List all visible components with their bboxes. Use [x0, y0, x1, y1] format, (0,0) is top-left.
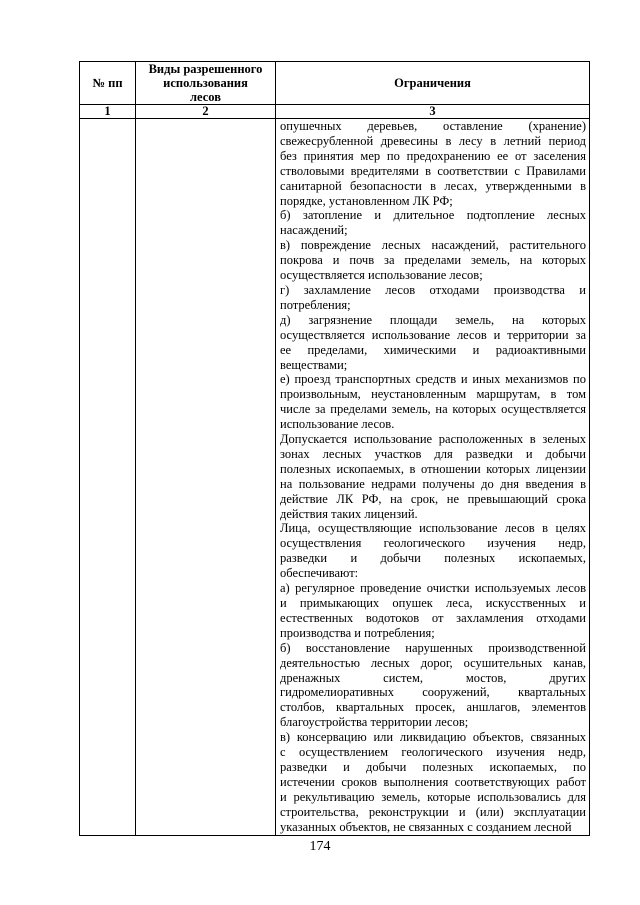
text-line: осуществляется использование лесов и территории за [280, 327, 586, 342]
text-line: насаждений; [280, 223, 348, 238]
restriction-paragraph [280, 208, 586, 238]
text-line: естественных водотоков от захламления отходами [280, 610, 586, 625]
header-usage-line: Виды разрешенного [148, 62, 263, 76]
table-header-row [80, 62, 590, 105]
header-usage-types [136, 62, 276, 105]
text-line: произвольным, неустановленным маршрутам, в том [280, 387, 586, 402]
restriction-paragraph [280, 641, 586, 730]
text-line: в) консервацию или ликвидацию объектов, связанных [280, 730, 586, 745]
text-line: свежесрубленной древесины в лесу в летний период [280, 133, 586, 148]
text-line: и примыкающих опушек леса, искусственных и [280, 596, 586, 610]
text-line: б) восстановление нарушенных производственной [280, 640, 586, 655]
text-line: разведки и добычи полезных ископаемых, по [280, 759, 586, 774]
text-line: на пользование недрами получены до дня введения в [280, 476, 586, 491]
text-line: осуществления геологического изучения недр, [280, 536, 586, 551]
text-line: с осуществлением геологического изучения недр, [280, 745, 586, 760]
text-line: гидромелиоративных сооружений, квартальных [280, 685, 586, 700]
restriction-paragraph [280, 521, 586, 581]
text-line: г) захламление лесов отходами производства и [280, 282, 586, 297]
text-line: деятельностью лесных дорог, осушительных канав, [280, 655, 586, 670]
text-line: Допускается использование расположенных в зеленых [280, 432, 586, 447]
text-line: Лица, осуществляющие использование лесов в целях [280, 521, 586, 536]
text-line: д) загрязнение площади земель, на которых [280, 312, 586, 327]
text-line: без принятия мер по предохранению ее от заселения [280, 148, 586, 163]
column-number: 3 [276, 105, 590, 119]
text-line: осуществляется использование лесов; [280, 268, 483, 283]
text-line: а) регулярное проведение очистки используемых лесов [280, 581, 586, 596]
text-line: покрова и почв за пределами земель, на которых [280, 253, 586, 268]
text-line: потребления; [280, 297, 351, 312]
table-row [80, 119, 590, 836]
restriction-paragraph [280, 119, 586, 208]
text-line: использование лесов. [280, 417, 395, 432]
page-number: 174 [309, 839, 331, 854]
text-line: благоустройства территории лесов; [280, 715, 469, 730]
text-line: указанных объектов, не связанных с созданием лесной [280, 819, 572, 834]
restriction-paragraph [280, 283, 586, 313]
restriction-paragraph [280, 730, 586, 834]
text-line: действие ЛК РФ, на срок, не превышающий срока [280, 491, 586, 506]
text-line: числе за пределами земель, на которых осуществляется [280, 402, 586, 417]
text-line: е) проезд транспортных средств и иных механизмов по [280, 372, 586, 387]
restriction-paragraph [280, 313, 586, 373]
text-line: истечении сроков выполнения соответствующих работ [280, 774, 586, 789]
text-line: дренажных систем, мостов, других [280, 670, 586, 685]
header-number: № пп [80, 62, 136, 105]
column-number-row [80, 105, 590, 119]
restrictions-text [276, 119, 589, 835]
restriction-paragraph [280, 372, 586, 432]
text-line: полезных ископаемых, в отношении которых лицензии [280, 461, 586, 476]
text-line: санитарной безопасности в лесах, утвержденными в [280, 178, 586, 193]
text-line: зонах лесных участков для разведки и добычи [280, 446, 586, 461]
text-line: б) затопление и длительное подтопление лесных [280, 208, 586, 223]
restrictions-table [79, 61, 590, 836]
column-number: 1 [80, 105, 136, 119]
restrictions-cell [276, 119, 590, 836]
header-usage-line: использования [163, 76, 248, 90]
number-cell [80, 119, 136, 836]
text-line: опушечных деревьев, оставление (хранение) [280, 119, 586, 133]
column-number: 2 [136, 105, 276, 119]
text-line: производства и потребления; [280, 625, 435, 640]
text-line: порядке, установленном ЛК РФ; [280, 193, 453, 208]
header-usage-line: лесов [190, 90, 221, 104]
text-line: обеспечивают: [280, 566, 359, 581]
usage-type-cell [136, 119, 276, 836]
text-line: столбов, квартальных просек, аншлагов, элементов [280, 700, 586, 715]
header-restrictions: Ограничения [276, 62, 590, 105]
text-line: ее пределами, химическими и радиоактивными [280, 342, 586, 357]
text-line: стволовыми вредителями в соответствии с Правилами [280, 163, 586, 178]
text-line: разведки и добычи полезных ископаемых, [280, 551, 586, 566]
restriction-paragraph [280, 238, 586, 283]
text-line: строительства, реконструкции и (или) эксплуатации [280, 804, 586, 819]
text-line: и рекультивацию земель, которые использовались для [280, 789, 586, 804]
text-line: действия таких лицензий. [280, 506, 418, 521]
restriction-paragraph [280, 432, 586, 521]
text-line: веществами; [280, 357, 348, 372]
text-line: в) повреждение лесных насаждений, растительного [280, 238, 586, 253]
restriction-paragraph [280, 581, 586, 641]
